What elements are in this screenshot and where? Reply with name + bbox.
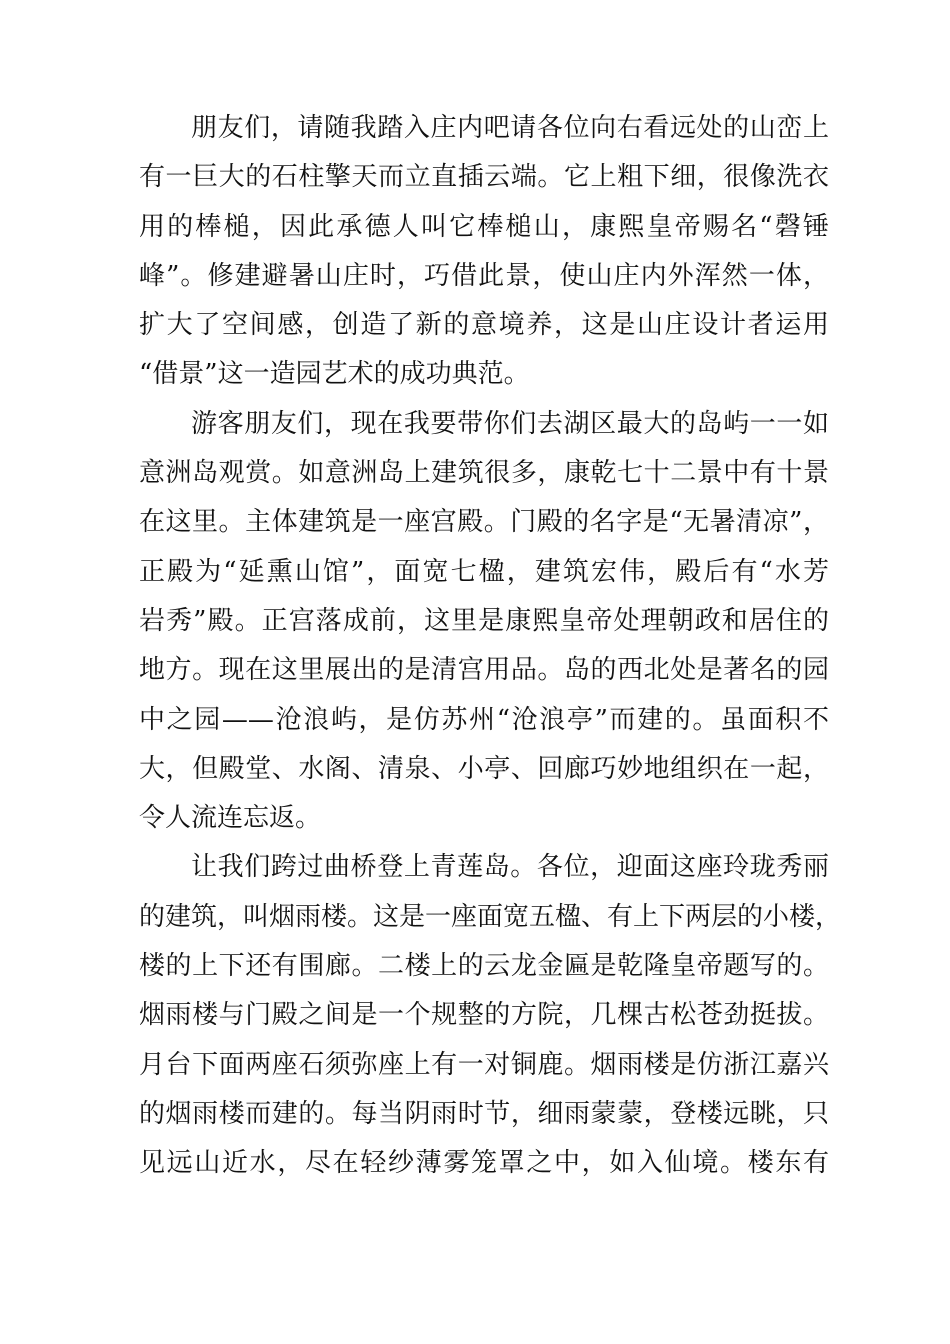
text-line: 意洲岛观赏。如意洲岛上建筑很多，康乾七十二景中有十景	[139, 458, 829, 489]
text-line: 用的棒槌，因此承德人叫它棒槌山，康熙皇帝赐名“磬锤	[139, 211, 829, 242]
text-line: 峰”。修建避暑山庄时，巧借此景，使山庄内外浑然一体，	[139, 260, 829, 291]
text-line: 地方。现在这里展出的是清宫用品。岛的西北处是著名的园	[139, 655, 829, 686]
text-line: 有一巨大的石柱擎天而立直插云端。它上粗下细，很像洗衣	[139, 162, 829, 193]
text-line: 令人流连忘返。	[139, 803, 322, 834]
text-line: 楼的上下还有围廊。二楼上的云龙金匾是乾隆皇帝题写的。	[139, 951, 829, 982]
text-line: 的建筑，叫烟雨楼。这是一座面宽五楹、有上下两层的小楼，	[139, 901, 842, 932]
text-line: 中之园——沧浪屿，是仿苏州“沧浪亭”而建的。虽面积不	[139, 704, 829, 735]
text-line: 的烟雨楼而建的。每当阴雨时节，细雨蒙蒙，登楼远眺，只	[139, 1098, 829, 1129]
paragraph	[139, 104, 829, 400]
body-text	[139, 104, 842, 1189]
text-line: 朋友们，请随我踏入庄内吧请各位向右看远处的山峦上	[191, 113, 829, 143]
text-line: 岩秀”殿。正宫落成前，这里是康熙皇帝处理朝政和居住的	[139, 605, 829, 636]
text-line: 让我们跨过曲桥登上青莲岛。各位，迎面这座玲珑秀丽	[191, 852, 829, 883]
text-line: “借景”这一造园艺术的成功典范。	[139, 359, 530, 390]
text-line: 烟雨楼与门殿之间是一个规整的方院，几棵古松苍劲挺拔。	[139, 1000, 829, 1031]
text-line: 见远山近水，尽在轻纱薄雾笼罩之中，如入仙境。楼东有	[139, 1148, 829, 1179]
text-line: 游客朋友们，现在我要带你们去湖区最大的岛屿一一如	[191, 408, 829, 439]
text-line: 在这里。主体建筑是一座宫殿。门殿的名字是“无暑清凉”，	[139, 507, 829, 538]
text-line: 月台下面两座石须弥座上有一对铜鹿。烟雨楼是仿浙江嘉兴	[139, 1049, 829, 1080]
paragraph	[139, 843, 842, 1188]
paragraph	[139, 400, 829, 844]
text-line: 扩大了空间感，创造了新的意境养，这是山庄设计者运用	[139, 310, 829, 341]
text-line: 正殿为“延熏山馆”，面宽七楹，建筑宏伟，殿后有“水芳	[139, 556, 829, 587]
text-line: 大，但殿堂、水阁、清泉、小亭、回廊巧妙地组织在一起，	[139, 753, 829, 784]
